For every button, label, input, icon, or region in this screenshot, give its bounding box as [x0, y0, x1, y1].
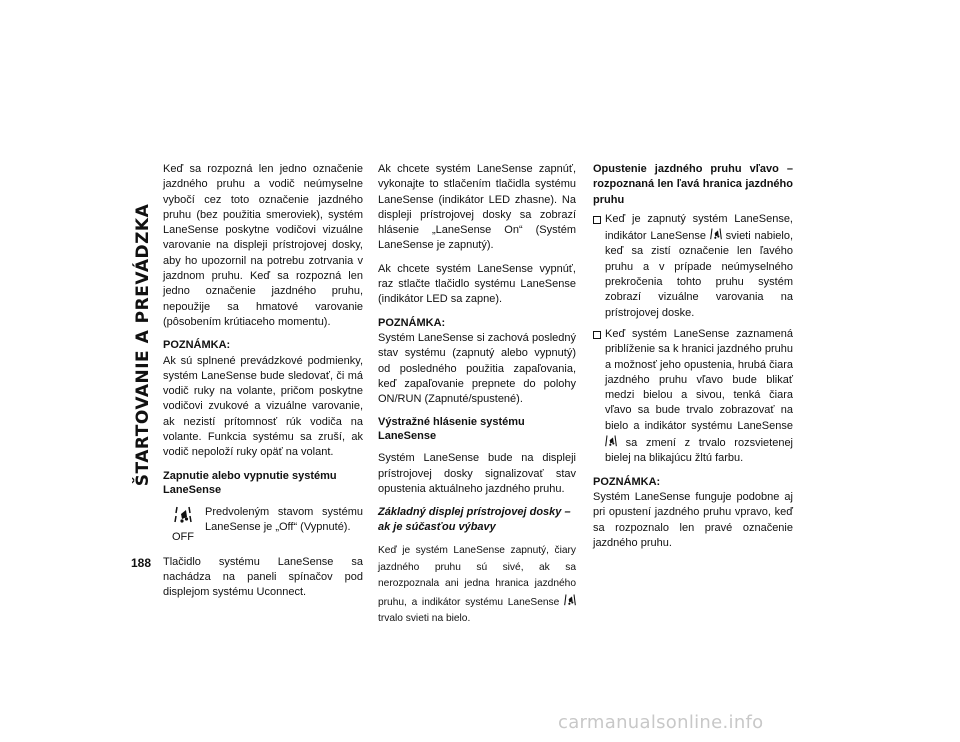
lanesense-icon	[605, 434, 617, 449]
icon-description: Predvoleným stavom systému LaneSense je „Off“ (Vypnuté).	[205, 505, 363, 533]
text-before-icon: Keď je systém LaneSense zapnutý, čiary jazdného pruhu sú sivé, ak sa nerozpoznala ani jedna hranica jazdného pruhu, a indikátor systému LaneSense	[378, 545, 576, 608]
column-1	[163, 162, 363, 609]
checkbox-bullet-icon	[593, 216, 601, 224]
note-title: POZNÁMKA:	[593, 475, 661, 488]
column-3	[593, 162, 793, 559]
section-heading: Opustenie jazdného pruhu vľavo – rozpoznaná len ľavá hranica jazdného pruhu	[593, 163, 793, 206]
section-heading: Výstražné hlásenie systému LaneSense	[378, 416, 525, 443]
list-item	[593, 212, 793, 321]
page-number: 188	[131, 556, 152, 570]
subsection-heading: Základný displej prístrojovej dosky – ak je súčasťou výbavy	[378, 506, 571, 534]
section-tab-label: ŠTARTOVANIE A PREVÁDZKA	[133, 203, 153, 487]
text-before-icon: Keď systém LaneSense zaznamená priblíženie sa k hranici jazdného pruhu a možnosť jeho opustenia, hrubá čiara jazdného pruhu vľavo bude blikať medzi bielou a sivou, tenká čiara vľavo sa bude trvalo zobrazovať na bielo a indikátor systému LaneSense	[605, 327, 793, 432]
text-before-icon: Keď je zapnutý systém LaneSense, indikátor LaneSense	[605, 212, 793, 243]
note-text: Ak sú splnené prevádzkové podmienky, systém LaneSense bude sledovať, či má vodič ruky na volante, pričom poskytne vodičovi zvukové a vizuálne varovanie, ak nezistí prítomnosť rúk vodiča na volante. Funkcia systému sa zruší, ak vodič nepoloží ruky opäť na volant.	[163, 354, 363, 459]
list-item	[593, 327, 793, 467]
icon-row	[163, 505, 363, 549]
text-after-icon: trvalo svieti na bielo.	[378, 613, 471, 625]
paragraph-with-icon	[378, 543, 576, 628]
watermark: carmanualsonline.info	[558, 712, 764, 733]
bullet-list	[593, 212, 793, 467]
checkbox-bullet-icon	[593, 331, 601, 339]
paragraph: Tlačidlo systému LaneSense sa nachádza na paneli spínačov pod displejom systému Uconnect.	[163, 555, 363, 599]
icon-off-label: OFF	[172, 530, 194, 543]
note-title: POZNÁMKA:	[378, 316, 446, 329]
paragraph: Ak chcete systém LaneSense zapnúť, vykonajte to stlačením tlačidla systému LaneSense (indikátor LED zhasne). Na displeji prístrojovej dosky sa zobrazí hlásenie „LaneSense On“ (Systém LaneSense je zapnutý).	[378, 163, 576, 252]
lanesense-off-icon-block	[163, 505, 203, 546]
lanesense-icon	[174, 505, 192, 527]
lanesense-icon	[564, 593, 576, 608]
note-title: POZNÁMKA:	[163, 339, 231, 352]
paragraph: Keď sa rozpozná len jedno označenie jazdného pruhu a vodič neúmyselne vybočí cez toto označenie jazdného pruhu (bez použitia smeroviek), systém LaneSense poskytne vodičovi vizuálne varovanie na displeji prístrojovej dosky, aby ho upozornil na potrebu zotrvania v jazdnom pruhu. Keď sa rozpozná len jedno označenie jazdného pruhu, nepoužije sa hmatové varovanie (pôsobením krútiaceho momentu).	[163, 163, 363, 328]
section-heading: Zapnutie alebo vypnutie systému LaneSense	[163, 469, 337, 496]
paragraph: Systém LaneSense bude na displeji prístrojovej dosky signalizovať stav opustenia aktuálneho jazdného pruhu.	[378, 452, 576, 496]
paragraph: Ak chcete systém LaneSense vypnúť, raz stlačte tlačidlo systému LaneSense (indikátor LED sa zapne).	[378, 262, 576, 306]
lanesense-icon	[710, 227, 722, 242]
note-text: Systém LaneSense si zachová posledný stav systému (zapnutý alebo vypnutý) od posledného použitia zapaľovania, keď zapaľovanie prepnete do polohy ON/RUN (Zapnuté/spustené).	[378, 331, 576, 406]
text-after-icon: svieti nabielo, keď sa zistí označenie len ľavého pruhu a v prípade neúmyselného prekročenia tohto pruhu systém zobrazí vizuálne varovania na prístrojovej doske.	[605, 230, 794, 319]
text-after-icon: sa zmení z trvalo rozsvietenej bielej na blikajúcu žltú farbu.	[605, 437, 793, 465]
column-2	[378, 162, 576, 636]
note-text: Systém LaneSense funguje podobne aj pri opustení jazdného pruhu vpravo, keď sa rozpoznalo len pravé označenie jazdného pruhu.	[593, 490, 793, 549]
section-tab	[131, 160, 155, 530]
